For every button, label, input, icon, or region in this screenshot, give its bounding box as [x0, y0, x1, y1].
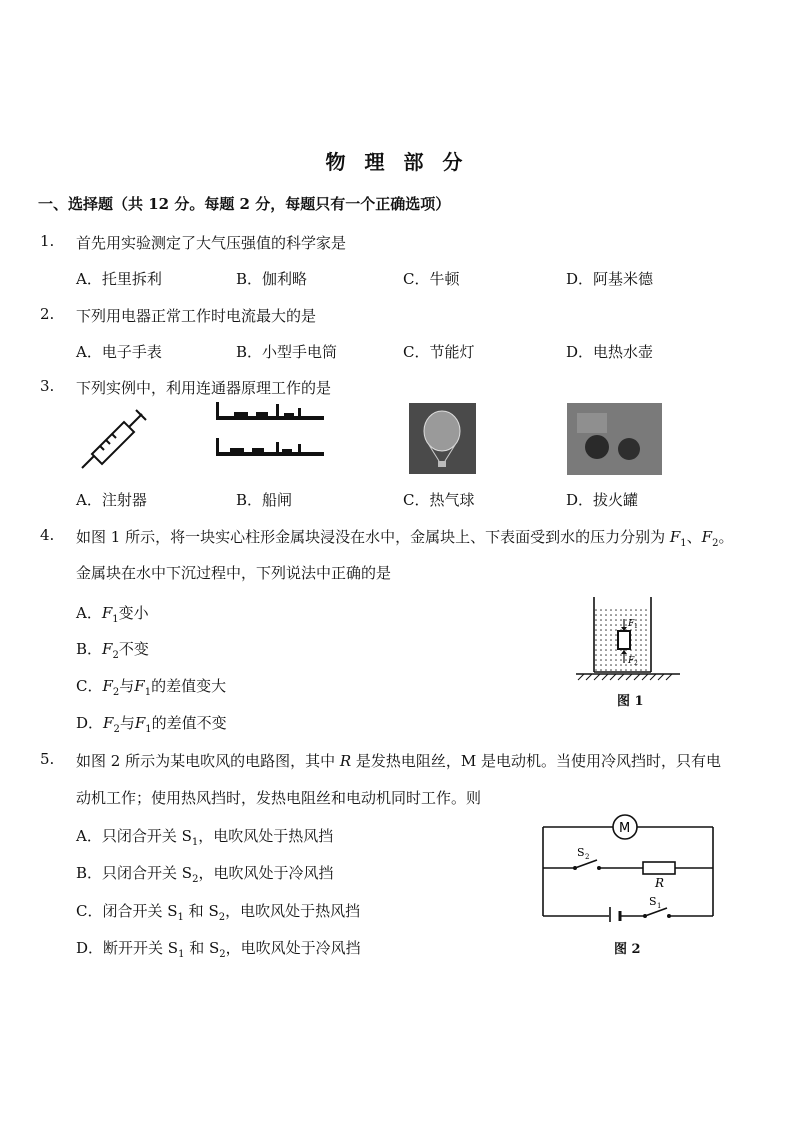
figure2-circuit-diagram [535, 812, 720, 922]
q1-option-d: D．阿基米德 [566, 270, 654, 288]
syringe-image [78, 408, 148, 472]
section-heading: 一、选择题（共 12 分。每题 2 分，每题只有一个正确选项） [38, 195, 451, 213]
q2-option-b: B．小型手电筒 [236, 343, 338, 361]
q3-option-b: B．船闸 [236, 491, 293, 509]
cupping-image [567, 403, 662, 475]
q5-number: 5. [40, 750, 55, 768]
q1-text: 首先用实验测定了大气压强值的科学家是 [76, 234, 347, 252]
figure1-label-f2: F [628, 656, 635, 666]
q5-line1: 如图 2 所示为某电吹风的电路图，其中 R 是发热电阻丝，M 是电动机。当使用冷风挡时，只有电 [76, 752, 722, 770]
q1-option-a: A．托里拆利 [76, 270, 162, 288]
q2-number: 2. [40, 305, 55, 323]
switch-s2-sub: 2 [585, 853, 590, 861]
figure1-label-f2-sub: 2 [634, 660, 638, 667]
figure1-label-f1: F [628, 619, 635, 629]
resistor-label: R [655, 876, 665, 890]
figure2-caption: 图 2 [614, 942, 641, 957]
q4-option-c: C．$F_2$与$F_1$的差值变大 [76, 677, 227, 698]
page-title: 物 理 部 分 [325, 150, 469, 174]
q1-option-b: B．伽利略 [236, 270, 308, 288]
q4-line2: 金属块在水中下沉过程中，下列说法中正确的是 [76, 564, 392, 582]
figure1-caption: 图 1 [617, 694, 644, 709]
switch-s2-label: S [577, 846, 585, 859]
q3-option-d: D．拔火罐 [566, 491, 639, 509]
q5-line2: 动机工作；使用热风挡时，发热电阻丝和电动机同时工作。则 [76, 789, 482, 807]
q3-text: 下列实例中，利用连通器原理工作的是 [76, 379, 332, 397]
motor-label: M [619, 821, 631, 836]
q4-line1: 如图 1 所示，将一块实心柱形金属块浸没在水中，金属块上、下表面受到水的压力分别为 $F_1$、$F_2$。 [76, 528, 734, 549]
q4-option-d: D．$F_2$与$F_1$的差值不变 [76, 714, 227, 735]
q4-option-b: B．$F_2$不变 [76, 640, 149, 661]
figure1-container-diagram [574, 593, 684, 681]
q3-option-c: C．热气球 [403, 491, 475, 509]
q1-number: 1. [40, 232, 55, 250]
q2-text: 下列用电器正常工作时电流最大的是 [76, 307, 317, 325]
ship-lock-image [214, 402, 326, 472]
q3-number: 3. [40, 377, 55, 395]
q4-number: 4. [40, 526, 55, 544]
q4-option-a: A．$F_1$变小 [76, 604, 149, 625]
q3-option-a: A．注射器 [76, 491, 147, 509]
q5-option-c: C．闭合开关 $S_1$ 和 $S_2$，电吹风处于热风挡 [76, 902, 361, 923]
figure1-label-f1-sub: 1 [634, 623, 638, 630]
switch-s1-label: S [649, 895, 657, 908]
hot-air-balloon-image [409, 403, 476, 474]
q5-option-a: A．只闭合开关 $S_1$，电吹风处于热风挡 [76, 827, 334, 848]
q2-option-d: D．电热水壶 [566, 343, 654, 361]
q1-option-c: C．牛顿 [403, 270, 460, 288]
q2-option-a: A．电子手表 [76, 343, 162, 361]
q5-option-b: B．只闭合开关 $S_2$，电吹风处于冷风挡 [76, 864, 334, 885]
q2-option-c: C．节能灯 [403, 343, 475, 361]
q5-option-d: D．断开开关 $S_1$ 和 $S_2$，电吹风处于冷风挡 [76, 939, 361, 960]
switch-s1-sub: 1 [657, 902, 662, 910]
